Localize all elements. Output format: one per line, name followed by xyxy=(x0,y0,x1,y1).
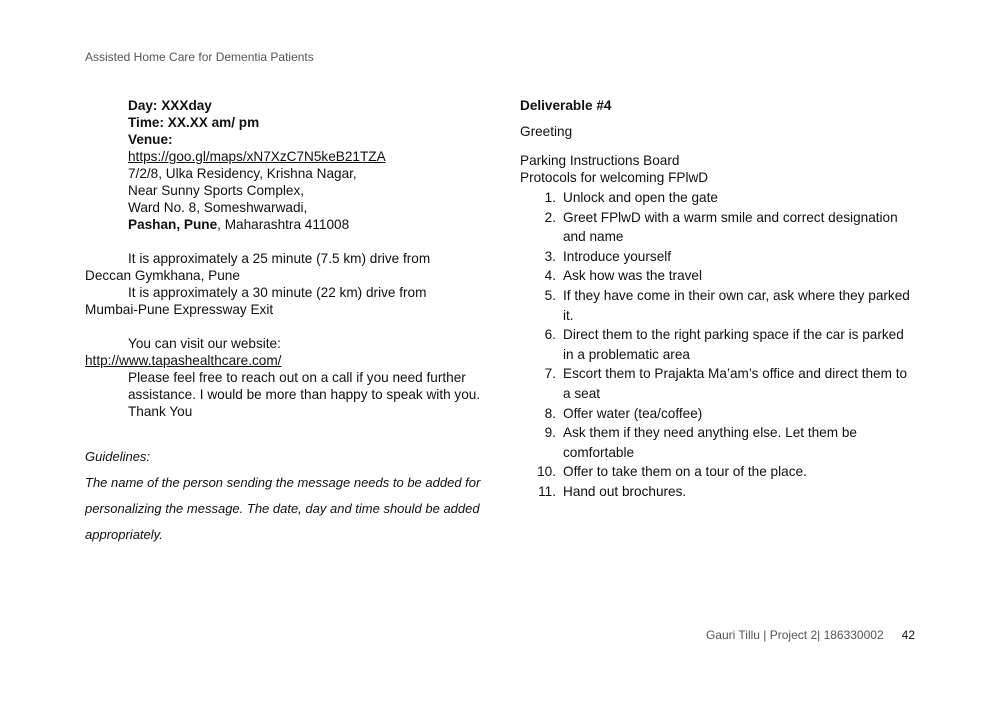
guidelines-text: The name of the person sending the message needs to be added for personalizing the message. The date, day and time should be added appropriately. xyxy=(85,475,481,542)
list-text: Escort them to Prajakta Ma’am’s office and direct them to a seat xyxy=(563,366,908,401)
list-item xyxy=(520,266,915,286)
list-number: 2. xyxy=(544,209,556,225)
list-item xyxy=(520,364,915,403)
drive-info: It is approximately a 25 minute (7.5 km) drive from xyxy=(128,251,431,266)
page-footer xyxy=(706,628,915,642)
list-text: If they have come in their own car, ask where they parked it. xyxy=(563,287,910,323)
list-number: 11. xyxy=(538,483,556,499)
thank-you: Thank You xyxy=(128,404,193,419)
day-line: Day: XXXday xyxy=(128,98,212,113)
list-text: Ask how was the travel xyxy=(563,268,703,284)
venue-label: Venue: xyxy=(128,132,173,147)
list-text: Ask them if they need anything else. Let them be comfortable xyxy=(563,425,857,460)
list-text: Greet FPlwD with a warm smile and correct designation and name xyxy=(563,209,898,245)
list-item xyxy=(520,462,915,482)
list-text: Offer water (tea/coffee) xyxy=(563,405,703,421)
list-text: Hand out brochures. xyxy=(563,483,687,499)
list-item xyxy=(520,325,915,364)
protocol-list xyxy=(520,188,915,502)
list-item xyxy=(520,423,915,462)
address-line: Ward No. 8, Someshwarwadi, xyxy=(128,200,308,215)
guidelines-title: Guidelines: xyxy=(85,449,151,464)
list-text: Direct them to the right parking space if the car is parked in a problematic area xyxy=(563,327,904,362)
list-number: 9. xyxy=(544,425,556,441)
address-line: 7/2/8, Ulka Residency, Krishna Nagar, xyxy=(128,166,357,181)
footer-author: Gauri Tillu | Project 2| 186330002 xyxy=(705,628,884,642)
deliverable-title: Deliverable #4 xyxy=(520,98,612,113)
list-item xyxy=(520,482,915,502)
time-line: Time: XX.XX am/ pm xyxy=(128,115,260,130)
address-state: , Maharashtra 411008 xyxy=(217,217,350,232)
guidelines xyxy=(85,444,485,548)
list-text: Introduce yourself xyxy=(563,248,672,264)
list-number: 10. xyxy=(537,464,556,480)
list-item xyxy=(520,208,915,247)
drive-info: Deccan Gymkhana, Pune xyxy=(85,268,240,283)
list-number: 3. xyxy=(544,248,556,264)
list-number: 5. xyxy=(544,287,556,303)
list-number: 7. xyxy=(544,366,556,382)
list-number: 4. xyxy=(544,268,556,284)
map-link[interactable]: https://goo.gl/maps/xN7XzC7N5keB21TZA xyxy=(128,149,386,164)
list-number: 1. xyxy=(544,190,556,205)
list-text: Offer to take them on a tour of the place. xyxy=(563,464,807,480)
address-line: Near Sunny Sports Complex, xyxy=(128,183,305,198)
list-item xyxy=(520,188,915,208)
list-number: 8. xyxy=(544,405,556,421)
website-label: You can visit our website: xyxy=(128,336,281,351)
deliverable-column xyxy=(520,97,915,502)
list-item xyxy=(520,286,915,325)
protocols-heading: Protocols for welcoming FPlwD xyxy=(520,170,709,185)
list-item xyxy=(520,247,915,267)
address-line xyxy=(85,216,485,233)
page-header: Assisted Home Care for Dementia Patients xyxy=(85,50,314,64)
drive-info: It is approximately a 30 minute (22 km) drive from xyxy=(128,285,427,300)
list-item xyxy=(520,404,915,424)
parking-board-heading: Parking Instructions Board xyxy=(520,153,680,168)
website-link[interactable]: http://www.tapashealthcare.com/ xyxy=(85,353,282,368)
message-column xyxy=(85,97,485,548)
list-text: Unlock and open the gate xyxy=(563,190,718,205)
drive-info: Mumbai-Pune Expressway Exit xyxy=(85,302,274,317)
greeting-heading: Greeting xyxy=(520,124,573,139)
page-number: 42 xyxy=(901,628,915,642)
reach-out-text: Please feel free to reach out on a call if you need further assistance. I would be more than happy to speak with you. xyxy=(128,370,481,402)
address-city: Pashan, Pune xyxy=(128,217,218,232)
list-number: 6. xyxy=(544,327,556,343)
